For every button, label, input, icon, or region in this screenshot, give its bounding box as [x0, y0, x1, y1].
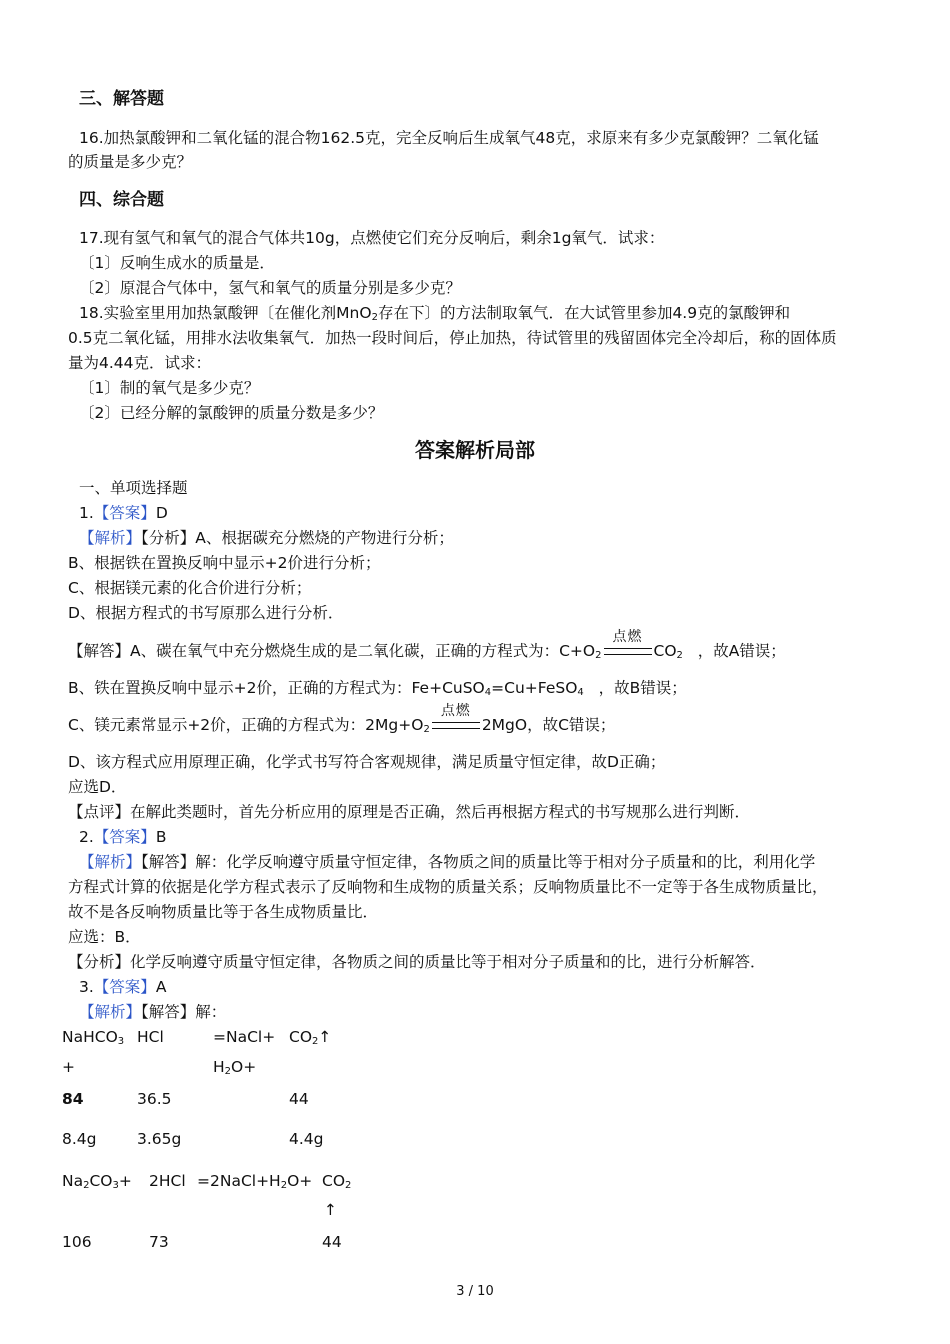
table1-header-c2: HCl: [137, 1028, 164, 1046]
question-17-line-3: 〔2〕原混合气体中，氢气和氧气的质量分别是多少克？: [79, 279, 461, 297]
answer-3-solution: 【解析】【解答】解：: [79, 1003, 227, 1021]
answer-1-solution-b: B、铁在置换反响中显示+2价，正确的方程式为：Fe+CuSO$_4$=Cu+FeSO$_4$ ，故B错误；: [68, 679, 687, 698]
table2-r1-c4: 44: [322, 1233, 342, 1251]
answer-2-line-1: 【解析】【解答】解：化学反响遵守质量守恒定律，各物质之间的质量比等于相对分子质量和的比，利用化学: [79, 853, 816, 871]
answer-1-solution-a: 【解答】A、碳在氧气中充分燃烧生成的是二氧化碳，正确的方程式为：$C+O_2$ 点燃 $CO_2$ ，故A错误；: [68, 629, 786, 661]
answer-1-point-d: D、根据方程式的书写原那么进行分析．: [68, 604, 344, 622]
table2-header-c1: $Na_2CO_3+$: [62, 1172, 132, 1191]
answers-section-1: 一、单项选择题: [79, 479, 188, 497]
answer-1-key: 1.【答案】D: [79, 504, 168, 522]
equals-condition: 点燃: [432, 714, 480, 736]
answer-2-line-2: 方程式计算的依据是化学方程式表示了反响物和生成物的质量关系；反响物质量比不一定等于各生成物质量比，: [68, 878, 828, 896]
answer-1-point-b: B、根据铁在置换反响中显示+2价进行分析；: [68, 554, 381, 572]
answer-1-solution-d: D、该方程式应用原理正确，化学式书写符合客观规律，满足质量守恒定律，故D正确；: [68, 753, 666, 771]
section-heading-4: 四、综合题: [79, 190, 164, 210]
table2-r1-c1: 106: [62, 1233, 92, 1251]
answer-1-choice: 应选D．: [68, 778, 127, 796]
table1-header-c4: $CO_2↑$: [289, 1028, 332, 1047]
table1-r2-c2: 3.65g: [137, 1130, 182, 1148]
answer-2-key: 2.【答案】B: [79, 828, 167, 846]
table1-r2-c1: 8.4g: [62, 1130, 97, 1148]
table1-r1-c1: 84: [62, 1090, 84, 1108]
question-18-line-5: 〔2〕已经分解的氯酸钾的质量分数是多少？: [79, 404, 384, 422]
answer-2-analysis: 【分析】化学反响遵守质量守恒定律，各物质之间的质量比等于相对分子质量和的比，进行分析解答．: [68, 953, 766, 971]
table1-header-c3: =NaCl+: [213, 1028, 276, 1046]
question-16-line-1: 16.加热氯酸钾和二氧化锰的混合物162.5克，完全反响后生成氧气48克，求原来有多少克氯酸钾？二氧化锰: [79, 129, 819, 147]
question-17-line-2: 〔1〕反响生成水的质量是．: [79, 254, 275, 272]
answer-1-review: 【点评】在解此类题时，首先分析应用的原理是否正确，然后再根据方程式的书写规那么进行判断．: [68, 803, 751, 821]
table2-header-c4: $CO_2$: [322, 1172, 352, 1191]
table1-header-c3-b: $H_2O+$: [213, 1058, 257, 1077]
equals-condition: 点燃: [604, 640, 652, 662]
answer-1-solution-c: C、镁元素常显示+2价，正确的方程式为：$2Mg+O_2$ 点燃 2MgO，故C错误；: [68, 703, 616, 735]
answer-2-line-3: 故不是各反响物质量比等于各生成物质量比．: [68, 903, 379, 921]
question-18-line-4: 〔1〕制的氧气是多少克？: [79, 379, 260, 397]
question-17-line-1: 17.现有氢气和氧气的混合气体共10g，点燃使它们充分反响后，剩余1g氧气．试求：: [79, 229, 665, 247]
answer-1-point-c: C、根据镁元素的化合价进行分析；: [68, 579, 312, 597]
answer-2-choice: 应选：B．: [68, 928, 141, 946]
table2-header-c3: $=2NaCl+H_2O+$: [197, 1172, 313, 1191]
question-18-line-2: 0.5克二氧化锰，用排水法收集氧气．加热一段时间后，停止加热，待试管里的残留固体完全冷却后，称的固体质: [68, 329, 837, 347]
answers-title: 答案解析局部: [415, 438, 535, 462]
answer-3-key: 3.【答案】A: [79, 978, 167, 996]
page-number: 3 / 10: [456, 1284, 494, 1299]
table1-r2-c4: 4.4g: [289, 1130, 324, 1148]
table2-header-c2: 2HCl: [149, 1172, 186, 1190]
question-16-line-2: 的质量是多少克？: [68, 153, 193, 171]
table1-r1-c2: 36.5: [137, 1090, 172, 1108]
answer-1-analysis: 【解析】【分析】A、根据碳充分燃烧的产物进行分析；: [79, 529, 454, 547]
table2-r1-c2: 73: [149, 1233, 169, 1251]
section-heading-3: 三、解答题: [79, 89, 164, 109]
table2-header-c4-arrow: ↑: [324, 1201, 337, 1219]
question-18-line-1: 18.实验室里用加热氯酸钾〔在催化剂MnO$_2$存在下〕的方法制取氧气．在大试管里参加4.9克的氯酸钾和: [79, 304, 791, 323]
table1-r1-c4: 44: [289, 1090, 309, 1108]
table1-header-c1-plus: +: [62, 1058, 75, 1076]
table1-header-c1: NaHCO$_3$: [62, 1028, 125, 1047]
question-18-line-3: 量为4.44克．试求：: [68, 354, 212, 372]
